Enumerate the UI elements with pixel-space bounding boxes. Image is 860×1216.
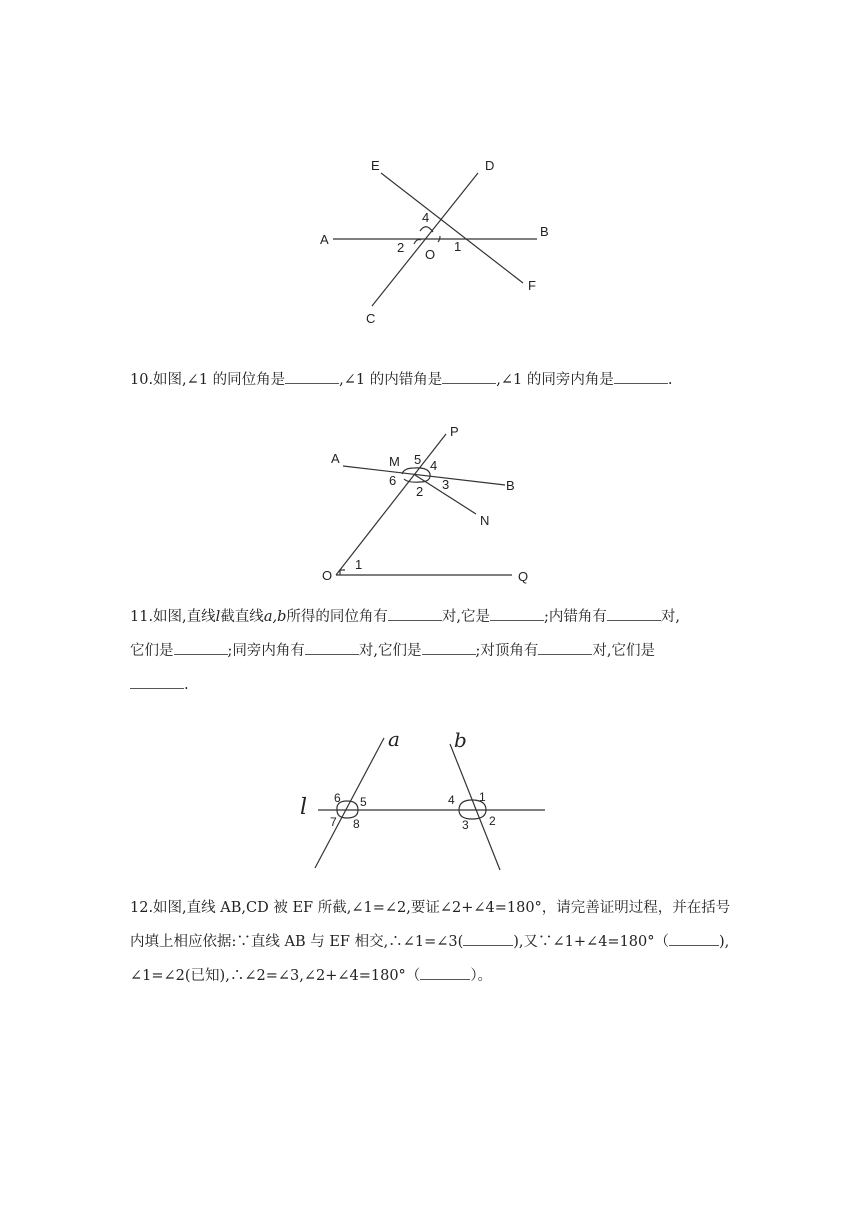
line-ef [381, 173, 523, 283]
angle-label-4: 4 [430, 458, 438, 473]
point-label-o: O [322, 568, 333, 583]
q10-text-1: 10.如图,∠1 的同位角是 [130, 372, 286, 388]
q11-text-4: 对,它是 [441, 609, 490, 625]
angle-label-4: 4 [422, 210, 430, 225]
point-label-f: F [528, 278, 536, 293]
q12-text-6: ）。 [470, 968, 493, 984]
figure-intersecting-lines [300, 150, 570, 335]
angle-label-8: 8 [353, 817, 360, 831]
question-12 [130, 891, 740, 993]
q12-blank-reason-2[interactable] [669, 931, 719, 946]
angle-label-6: 6 [334, 791, 341, 805]
q10-text-2: ,∠1 的内错角是 [339, 372, 443, 388]
q11-text-3: 所得的同位角有 [286, 609, 388, 625]
q11-text-2: 截直线 [220, 609, 264, 625]
q11-var-ab: a,b [263, 609, 287, 625]
angle-label-7: 7 [330, 815, 337, 829]
q11-text-10: ;对顶角有 [475, 643, 539, 659]
q10-blank-alternate[interactable] [442, 369, 496, 384]
point-label-b: B [506, 478, 515, 493]
q11-text-5: ;内错角有 [543, 609, 607, 625]
q12-blank-reason-3[interactable] [420, 965, 470, 980]
line-label-l: l [300, 795, 308, 820]
angle-label-3: 3 [442, 477, 450, 492]
point-label-o: O [425, 247, 436, 262]
q11-text-6: 对, [660, 609, 680, 625]
q10-blank-corresponding[interactable] [285, 369, 339, 384]
angle-label-4: 4 [448, 793, 455, 807]
angle-label-5: 5 [360, 795, 367, 809]
angle-label-2: 2 [397, 240, 405, 255]
q10-text-4: . [667, 372, 673, 388]
q10-blank-interior[interactable] [614, 369, 668, 384]
angle-label-1: 1 [454, 239, 462, 254]
line-a [315, 738, 384, 868]
q12-text-2: 内填上相应依据:∵直线 AB 与 EF 相交,∴∠1=∠3( [130, 934, 464, 950]
angle-label-3: 3 [462, 818, 469, 832]
point-label-a: A [320, 232, 329, 247]
point-label-b: B [540, 224, 549, 239]
point-label-e: E [371, 158, 380, 173]
angle-1-mark [340, 570, 345, 575]
q11-text-9: 对,它们是 [358, 643, 422, 659]
point-label-c: C [366, 311, 376, 326]
line-label-a: a [388, 727, 400, 751]
angle-label-1: 1 [355, 557, 363, 572]
q10-text-3: ,∠1 的同旁内角是 [496, 372, 614, 388]
q11-blank-alternate-count[interactable] [607, 606, 661, 621]
angle-label-6: 6 [389, 473, 397, 488]
point-label-a: A [331, 451, 340, 466]
angle-label-5: 5 [414, 452, 422, 467]
point-label-p: P [450, 424, 459, 439]
q11-blank-vertical-count[interactable] [538, 640, 592, 655]
q12-blank-reason-1[interactable] [463, 931, 513, 946]
q11-text-11: 对,它们是 [592, 643, 655, 659]
angle-2-arc [414, 240, 421, 245]
angle-label-2: 2 [416, 484, 424, 499]
angle-label-2: 2 [489, 814, 496, 828]
q11-text-8: ;同旁内角有 [227, 643, 305, 659]
point-label-d: D [485, 158, 495, 173]
q11-text-7: 它们是 [130, 643, 174, 659]
line-label-b: b [454, 728, 467, 752]
q12-text-1: 12.如图,直线 AB,CD 被 EF 所截,∠1=∠2,要证∠2+∠4=180°，请完善证明过程，并在括号 [130, 900, 731, 916]
q11-blank-interior-list[interactable] [422, 640, 476, 655]
q11-blank-interior-count[interactable] [305, 640, 359, 655]
q12-text-5: ∠1=∠2(已知),∴∠2=∠3,∠2+∠4=180°（ [130, 968, 421, 984]
line-b [450, 744, 500, 870]
q11-text-1: 11.如图,直线 [130, 609, 216, 625]
q12-text-4: ), [719, 934, 730, 950]
point-label-q: Q [518, 569, 529, 584]
question-10 [130, 363, 740, 397]
point-label-n: N [480, 513, 490, 528]
q11-text-12: . [184, 677, 189, 693]
q11-blank-corresponding-count[interactable] [388, 606, 442, 621]
q11-var-l: l [215, 609, 221, 625]
angle-label-1: 1 [479, 790, 486, 804]
q11-blank-corresponding-list[interactable] [490, 606, 544, 621]
figure-transversal-l [290, 720, 560, 880]
q11-blank-alternate-list[interactable] [174, 640, 228, 655]
point-label-m: M [389, 454, 400, 469]
figure-transversal-mn [315, 418, 535, 588]
q12-text-3: ),又∵∠1+∠4=180°（ [513, 934, 670, 950]
question-11 [130, 600, 740, 702]
q11-blank-vertical-list[interactable] [130, 674, 184, 689]
